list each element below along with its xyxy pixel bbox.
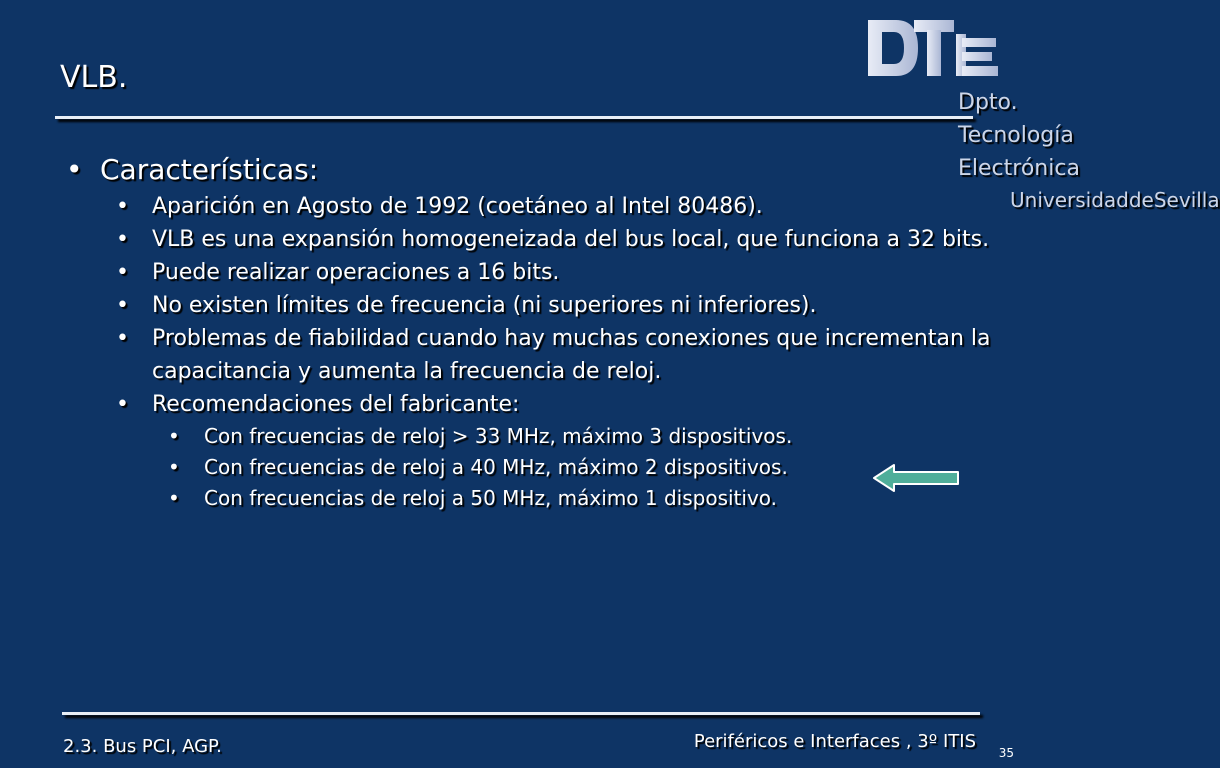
logo-caption-word: Universidad: [1010, 188, 1129, 212]
title-divider: [55, 116, 973, 119]
bullet-item: [62, 452, 992, 483]
bullet-text: Características:: [100, 153, 319, 186]
bullet-item: [62, 289, 992, 322]
bullet-item: [62, 388, 992, 421]
left-arrow-icon: [872, 463, 960, 493]
bullet-icon: •: [116, 392, 129, 417]
bullet-item: [62, 322, 992, 388]
footer-course-label: Periféricos e Interfaces , 3º ITIS: [693, 731, 976, 752]
bullet-text: Con frecuencias de reloj a 40 MHz, máximo 2 dispositivos.: [204, 455, 788, 479]
bullet-text: VLB es una expansión homogeneizada del bus local, que funciona a 32 bits.: [152, 227, 990, 252]
bullet-text: Problemas de fiabilidad cuando hay muchas conexiones que incrementan la capacitancia y aumenta la frecuencia de reloj.: [152, 326, 991, 384]
bullet-icon: •: [116, 293, 129, 318]
bullet-text: Con frecuencias de reloj a 50 MHz, máximo 1 dispositivo.: [204, 486, 778, 510]
bullet-text: Con frecuencias de reloj > 33 MHz, máximo 3 dispositivos.: [204, 424, 793, 448]
bullet-icon: •: [116, 326, 129, 351]
bullet-item: [62, 223, 992, 256]
slide-title: VLB.: [60, 60, 128, 95]
page-number: 35: [998, 746, 1014, 760]
bullet-icon: •: [116, 227, 129, 252]
bullet-item: [62, 150, 992, 190]
bullet-text: No existen límites de frecuencia (ni superiores ni inferiores).: [152, 293, 817, 318]
bullet-text: Aparición en Agosto de 1992 (coetáneo al Intel 80486).: [152, 194, 763, 219]
logo-caption-word: Sevilla: [1153, 188, 1220, 212]
bullet-icon: •: [168, 486, 180, 510]
bullet-text: Puede realizar operaciones a 16 bits.: [152, 260, 560, 285]
bullet-item: [62, 190, 992, 223]
logo-caption-line1: Dpto. Tecnología Electrónica: [958, 90, 1080, 181]
bullet-item: [62, 256, 992, 289]
bullet-icon: •: [66, 153, 83, 186]
bullet-icon: •: [168, 455, 180, 479]
footer-divider: [62, 712, 980, 715]
bullet-icon: •: [116, 194, 129, 219]
bullet-item: [62, 483, 992, 514]
logo-caption-word: de: [1128, 188, 1154, 212]
bullet-list: [62, 150, 992, 514]
bullet-text: Recomendaciones del fabricante:: [152, 392, 520, 417]
footer-section-label: 2.3. Bus PCI, AGP.: [63, 736, 222, 757]
bullet-item: [62, 421, 992, 452]
bullet-icon: •: [168, 424, 180, 448]
bullet-icon: •: [116, 260, 129, 285]
